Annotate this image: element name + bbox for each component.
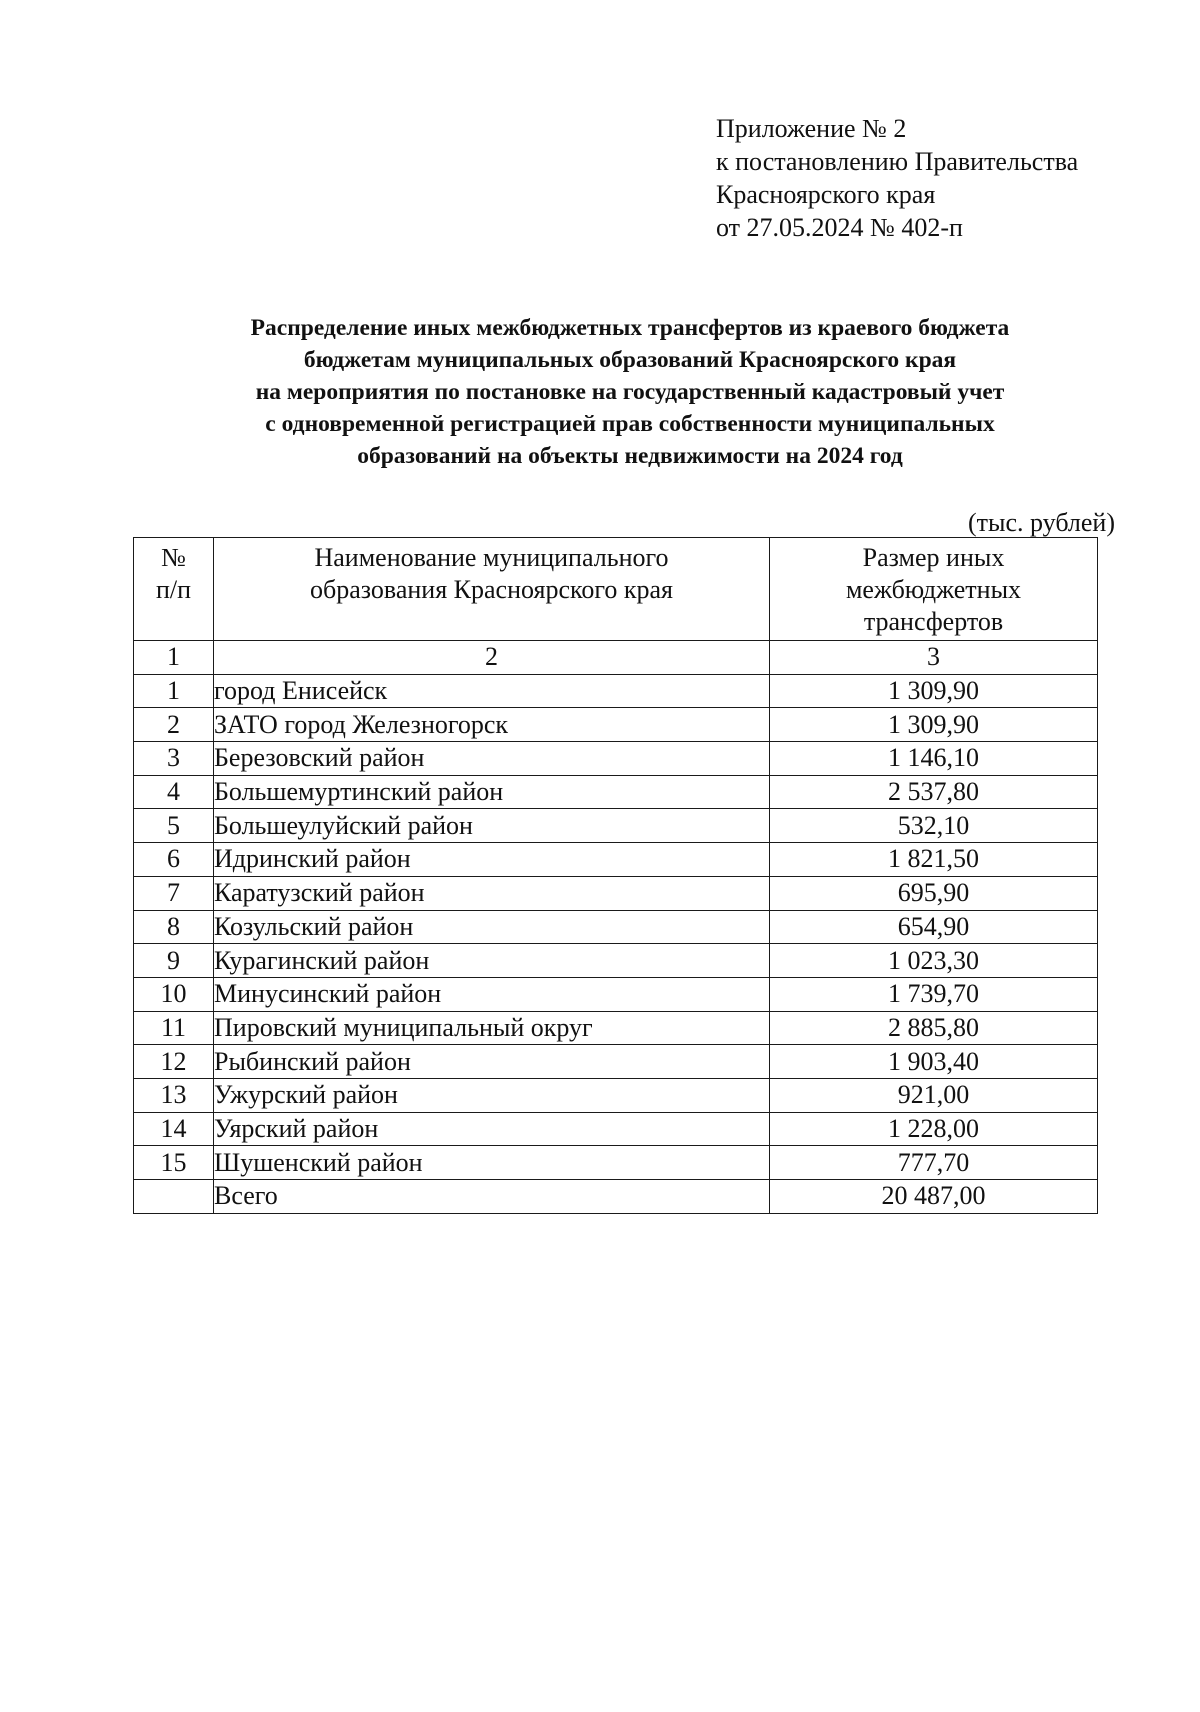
municipality-name: Курагинский район [214,944,770,978]
transfer-amount: 777,70 [770,1146,1098,1180]
row-number: 2 [134,708,214,742]
header-value-line: Размер иных [862,543,1005,572]
transfer-amount: 1 146,10 [770,742,1098,776]
header-value-line: межбюджетных [845,575,1022,604]
row-number: 10 [134,977,214,1011]
municipality-name: Козульский район [214,910,770,944]
transfer-amount: 695,90 [770,876,1098,910]
table-header-row [134,538,1098,641]
municipality-name: Уярский район [214,1112,770,1146]
header-num-line: № [161,543,186,572]
municipality-name: Минусинский район [214,977,770,1011]
row-number: 1 [134,674,214,708]
total-row-number [134,1180,214,1214]
row-number: 6 [134,843,214,877]
transfer-amount: 2 537,80 [770,775,1098,809]
appendix-line: от 27.05.2024 № 402-п [716,213,963,242]
header-name [214,538,770,641]
title-line: Распределение иных межбюджетных трансфертов из краевого бюджета [250,315,1010,341]
table-row [134,910,1098,944]
row-number: 13 [134,1078,214,1112]
transfer-amount: 1 739,70 [770,977,1098,1011]
row-number: 12 [134,1045,214,1079]
table-row [134,944,1098,978]
municipality-name: город Енисейск [214,674,770,708]
transfers-table [133,537,1098,1214]
table-row [134,1112,1098,1146]
table-row [134,1078,1098,1112]
appendix-line: Красноярского края [716,180,936,209]
appendix-block [716,112,1078,244]
header-name-line: образования Красноярского края [310,575,673,604]
table-row [134,809,1098,843]
column-index: 3 [770,641,1098,675]
row-number: 3 [134,742,214,776]
municipality-name: Каратузский район [214,876,770,910]
table-row [134,674,1098,708]
table-row [134,708,1098,742]
transfer-amount: 1 903,40 [770,1045,1098,1079]
row-number: 9 [134,944,214,978]
transfer-amount: 1 309,90 [770,674,1098,708]
header-num-line: п/п [155,575,192,604]
table-row [134,843,1098,877]
municipality-name: Березовский район [214,742,770,776]
transfer-amount: 1 821,50 [770,843,1098,877]
column-index-row [134,641,1098,675]
units-label: (тыс. рублей) [967,508,1115,537]
row-number: 11 [134,1011,214,1045]
header-num [134,538,214,641]
municipality-name: Идринский район [214,843,770,877]
table-row [134,977,1098,1011]
header-name-line: Наименование муниципального [314,543,669,572]
municipality-name: Большеулуйский район [214,809,770,843]
title-line: с одновременной регистрацией прав собственности муниципальных [265,411,995,437]
title-line: бюджетам муниципальных образований Красноярского края [303,347,957,373]
transfer-amount: 921,00 [770,1078,1098,1112]
transfer-amount: 1 228,00 [770,1112,1098,1146]
table-body [134,538,1098,1214]
transfer-amount: 2 885,80 [770,1011,1098,1045]
municipality-name: ЗАТО город Железногорск [214,708,770,742]
column-index: 1 [134,641,214,675]
municipality-name: Шушенский район [214,1146,770,1180]
table-row [134,742,1098,776]
table-row [134,775,1098,809]
table-row [134,1146,1098,1180]
municipality-name: Ужурский район [214,1078,770,1112]
column-index: 2 [214,641,770,675]
row-number: 5 [134,809,214,843]
total-municipality-name: Всего [214,1180,770,1214]
municipality-name: Рыбинский район [214,1045,770,1079]
total-transfer-amount: 20 487,00 [770,1180,1098,1214]
transfer-amount: 532,10 [770,809,1098,843]
title-line: образований на объекты недвижимости на 2024 год [357,443,903,469]
document-title [100,312,1160,472]
municipality-name: Большемуртинский район [214,775,770,809]
total-row [134,1180,1098,1214]
row-number: 14 [134,1112,214,1146]
municipality-name: Пировский муниципальный округ [214,1011,770,1045]
table-row [134,1045,1098,1079]
header-value [770,538,1098,641]
transfer-amount: 654,90 [770,910,1098,944]
row-number: 4 [134,775,214,809]
title-line: на мероприятия по постановке на государственный кадастровый учет [255,379,1005,405]
appendix-line: к постановлению Правительства [716,147,1079,176]
row-number: 8 [134,910,214,944]
row-number: 7 [134,876,214,910]
row-number: 15 [134,1146,214,1180]
appendix-line: Приложение № 2 [716,114,907,143]
table-row [134,876,1098,910]
transfer-amount: 1 023,30 [770,944,1098,978]
header-value-line: трансфертов [863,607,1004,636]
transfer-amount: 1 309,90 [770,708,1098,742]
table-row [134,1011,1098,1045]
